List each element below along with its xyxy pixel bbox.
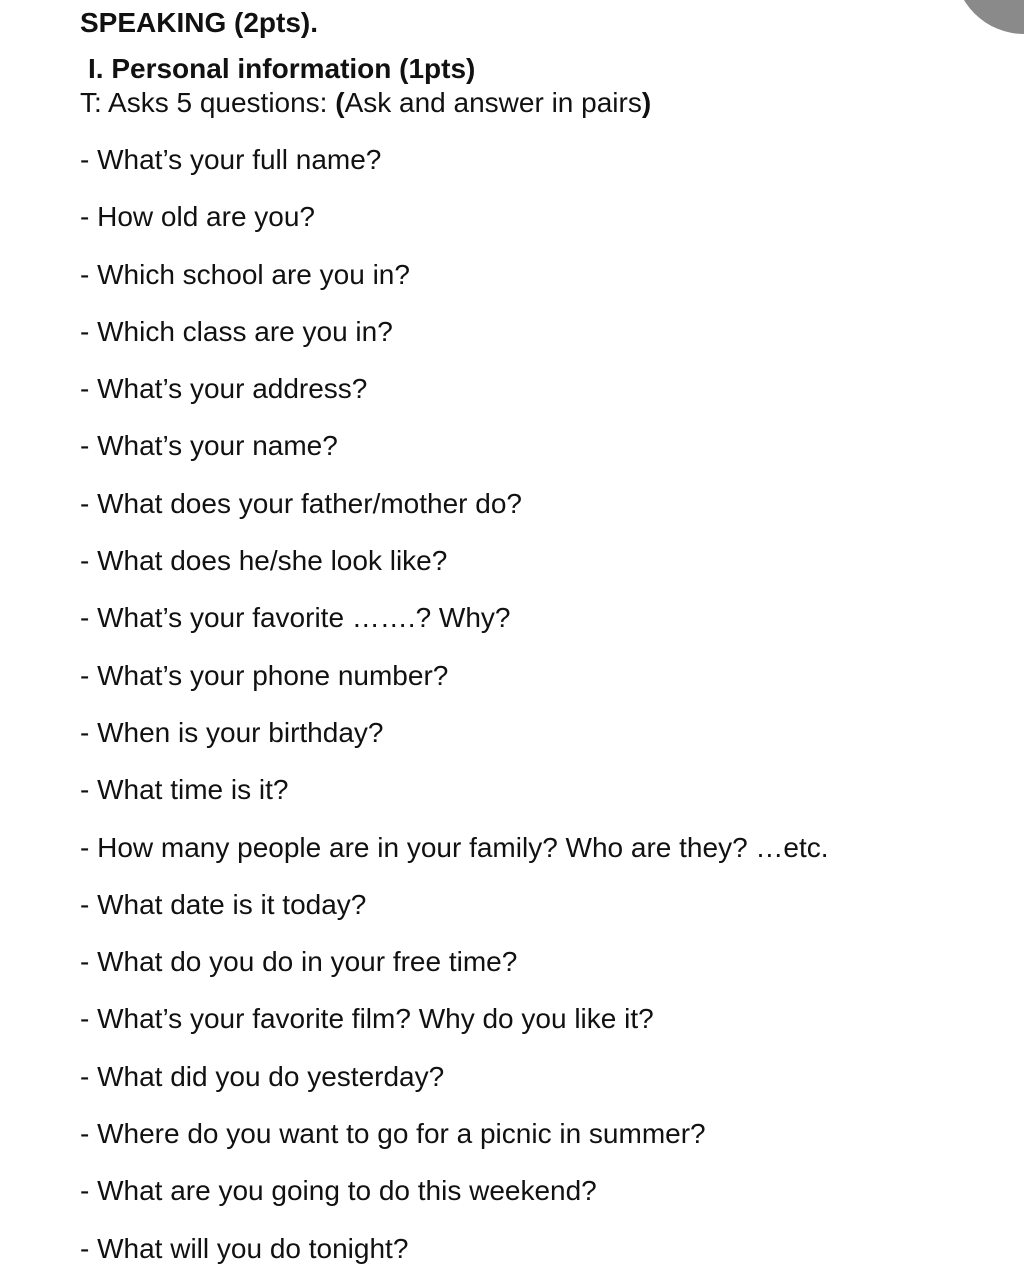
instruction-close-paren: ) (641, 87, 652, 118)
question-item: - What are you going to do this weekend? (80, 1175, 597, 1207)
question-item: - What’s your favorite …….? Why? (80, 602, 511, 634)
question-item: - How many people are in your family? Who are they? …etc. (80, 831, 829, 863)
question-item: - What’s your favorite film? Why do you like it? (80, 1003, 654, 1035)
instruction-open-paren: ( (335, 87, 345, 118)
question-item: - What do you do in your free time? (80, 946, 518, 978)
question-item: - What date is it today? (80, 888, 367, 920)
question-item: - How old are you? (80, 201, 316, 233)
question-item: - What will you do tonight? (80, 1232, 409, 1264)
corner-shape (954, 0, 1024, 34)
question-item: - What’s your phone number? (80, 659, 449, 691)
question-item: - Which class are you in? (80, 315, 393, 347)
instruction-prefix: T: Asks 5 questions: (80, 87, 336, 118)
question-item: - Which school are you in? (80, 258, 410, 290)
question-item: - What’s your name? (80, 430, 338, 462)
question-item: - What does he/she look like? (80, 545, 448, 577)
question-item: - What time is it? (80, 774, 289, 806)
question-item: - What did you do yesterday? (80, 1060, 445, 1092)
page-title: SPEAKING (2pts). (80, 7, 319, 38)
question-item: - Where do you want to go for a picnic in summer? (80, 1118, 706, 1150)
question-item: - What does your father/mother do? (80, 487, 522, 519)
instruction-line (80, 86, 651, 120)
question-item: - What’s your address? (80, 373, 368, 405)
instruction-body: Ask and answer in pairs (344, 87, 642, 118)
section-title: I. Personal information (1pts) (88, 53, 476, 84)
question-list (80, 143, 829, 1280)
question-item: - What’s your full name? (80, 144, 382, 175)
question-item: - When is your birthday? (80, 716, 384, 748)
